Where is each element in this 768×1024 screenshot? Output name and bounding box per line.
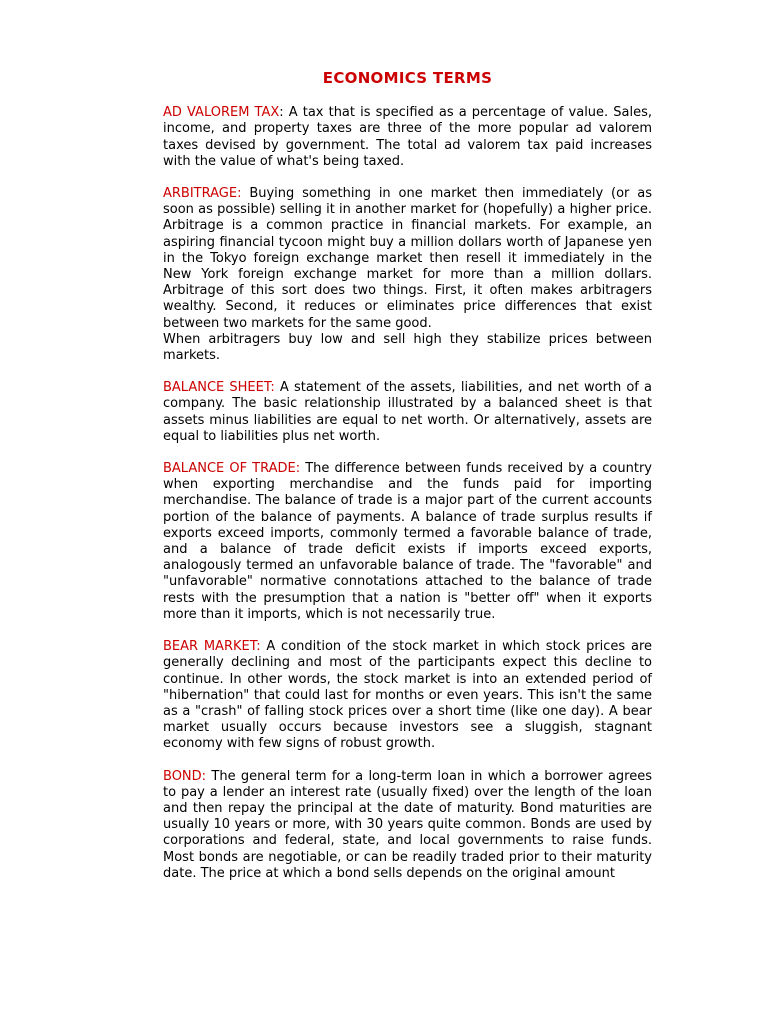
term-bear-market <box>163 639 652 752</box>
term-definition: The difference between funds received by a country when exporting merchandise and the funds paid for importing merchandise. The balance of trade is a major part of the current accounts portion of the balance of payments. A balance of trade surplus results if exports exceed imports, commonly termed a favorable balance of trade, and a balance of trade deficit exists if imports exceed exports, analogously termed an unfavorable balance of trade. The "favorable" and "unfavorable" normative connotations attached to the balance of trade rests with the presumption that a nation is "better off" when it exports more than it imports, which is not necessarily true. <box>163 461 652 622</box>
term-paragraph <box>163 769 652 882</box>
term-paragraph <box>163 186 652 332</box>
term-definition: A tax that is specified as a percentage of value. Sales, income, and property taxes are three of the more popular ad valorem taxes devised by government. The total ad valorem tax paid increases with the value of what's being taxed. <box>163 105 653 169</box>
term-bond <box>163 769 652 882</box>
term-name: BALANCE OF TRADE: <box>163 461 301 477</box>
term-paragraph <box>163 639 652 752</box>
term-balance-of-trade <box>163 461 652 623</box>
term-definition: A condition of the stock market in which stock prices are generally declining and most of the participants expect this decline to continue. In other words, the stock market is into an extended period of "hibernation" that could last for months or even years. This isn't the same as a "crash" of falling stock prices over a short time (like one day). A bear market usually occurs because investors see a sluggish, stagnant economy with few signs of robust growth. <box>163 639 652 752</box>
term-ad-valorem-tax <box>163 105 652 170</box>
term-arbitrage <box>163 186 652 364</box>
term-paragraph <box>163 461 652 623</box>
term-name: ARBITRAGE: <box>163 186 242 202</box>
term-paragraph <box>163 105 652 170</box>
document-title: ECONOMICS TERMS <box>322 69 493 87</box>
term-name: AD VALOREM TAX <box>163 105 280 121</box>
term-name: BALANCE SHEET: <box>163 380 275 396</box>
term-extra-paragraph: When arbitragers buy low and sell high they stabilize prices between markets. <box>163 331 652 364</box>
term-paragraph <box>163 380 652 445</box>
document-page <box>163 70 652 898</box>
term-name: BOND: <box>163 768 207 784</box>
term-separator: : <box>279 105 284 121</box>
term-definition: A statement of the assets, liabilities, and net worth of a company. The basic relationship illustrated by a balanced sheet is that assets minus liabilities are equal to net worth. Or alternatively, assets are equal to liabilities plus net worth. <box>163 380 652 444</box>
term-definition: The general term for a long-term loan in which a borrower agrees to pay a lender an interest rate (usually fixed) over the length of the loan and then repay the principal at the date of maturity. Bond maturities are usually 10 years or more, with 30 years quite common. Bonds are used by corporations and federal, state, and local governments to raise funds. Most bonds are negotiable, or can be readily traded prior to their maturity date. The price at which a bond sells depends on the original amount <box>163 768 652 881</box>
term-name: BEAR MARKET: <box>163 639 261 655</box>
term-balance-sheet <box>163 380 652 445</box>
term-definition: Buying something in one market then immediately (or as soon as possible) selling it in another market for (hopefully) a higher price. Arbitrage is a common practice in financial markets. For example, an aspiring financial tycoon might buy a million dollars worth of Japanese yen in the Tokyo foreign exchange market then resell it immediately in the New York foreign exchange market for more than a million dollars. Arbitrage of this sort does two things. First, it often makes arbitragers wealthy. Second, it reduces or eliminates price differences that exist between two markets for the same good. <box>163 186 652 331</box>
